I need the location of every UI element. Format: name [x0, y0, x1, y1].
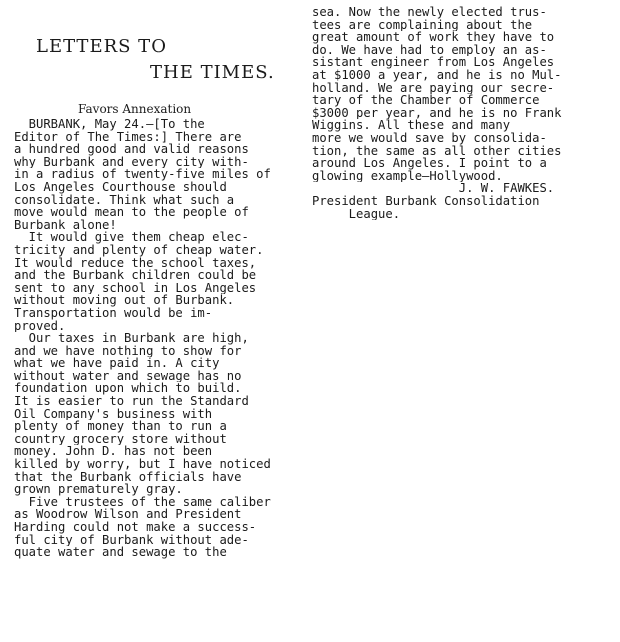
text-line: a hundred good and valid reasons [14, 143, 249, 156]
text-line: what we have paid in. A city [14, 357, 220, 370]
masthead-line-1: LETTERS TO [36, 36, 167, 57]
text-line: without moving out of Burbank. [14, 294, 235, 307]
text-line: at $1000 a year, and he is no Mul- [312, 68, 562, 82]
text-line: do. We have had to employ an as- [312, 43, 547, 57]
text-line: country grocery store without [14, 432, 227, 446]
text-line: grown prematurely gray. [14, 483, 183, 496]
letter-body-left [14, 118, 304, 559]
text-line: Harding could not make a success- [14, 521, 257, 534]
text-line: It would give them cheap elec- [14, 231, 249, 244]
masthead-line-2: THE TIMES. [150, 62, 275, 83]
text-line: in a radius of twenty-five miles of [14, 168, 271, 181]
text-line: Burbank alone! [14, 218, 117, 232]
text-line: foundation upon which to build. [14, 382, 242, 396]
letter-heading: Favors Annexation [78, 102, 192, 116]
signature-title: League. [312, 207, 401, 221]
text-line: ful city of Burbank without ade- [14, 533, 249, 547]
text-line: sea. Now the newly elected trus- [312, 6, 547, 19]
text-line: Editor of The Times:] There are [14, 130, 242, 144]
text-line: as Woodrow Wilson and President [14, 508, 242, 521]
text-line: Our taxes in Burbank are high, [14, 332, 249, 345]
text-line: Oil Company's business with [14, 407, 213, 421]
signature: J. W. FAWKES. [312, 182, 555, 195]
text-line: BURBANK, May 24.—[To the [14, 118, 205, 131]
text-line: Wiggins. All these and many [312, 119, 511, 132]
text-line: consolidate. Think what such a [14, 193, 235, 207]
text-line: Transportation would be im- [14, 306, 213, 320]
signature-title: President Burbank Consolidation [312, 194, 540, 208]
text-line: and the Burbank children could be [14, 269, 257, 282]
letter-body-right [312, 6, 608, 220]
text-line: without water and sewage has no [14, 369, 242, 383]
text-line: glowing example—Hollywood. [312, 169, 503, 183]
text-line: holland. We are paying our secre- [312, 81, 555, 95]
text-line: It would reduce the school taxes, [14, 256, 257, 270]
text-line: why Burbank and every city with- [14, 155, 249, 169]
text-line: Five trustees of the same caliber [14, 495, 271, 509]
text-line: killed by worry, but I have noticed [14, 458, 271, 471]
text-line: Los Angeles Courthouse should [14, 180, 227, 194]
text-line: more we would save by consolida- [312, 131, 547, 145]
text-line: great amount of work they have to [312, 31, 555, 44]
text-line: around Los Angeles. I point to a [312, 157, 547, 170]
text-line: tees are complaining about the [312, 18, 533, 32]
text-line: that the Burbank officials have [14, 470, 242, 484]
text-line: tion, the same as all other cities [312, 144, 562, 158]
text-line: move would mean to the people of [14, 206, 249, 219]
text-line: money. John D. has not been [14, 445, 213, 459]
text-line: plenty of money than to run a [14, 420, 227, 433]
text-line: tary of the Chamber of Commerce [312, 94, 540, 107]
text-line: sistant engineer from Los Angeles [312, 56, 555, 69]
text-line: quate water and sewage to the [14, 546, 227, 559]
text-line: sent to any school in Los Angeles [14, 281, 257, 295]
text-line: $3000 per year, and he is no Frank [312, 106, 562, 120]
text-line: proved. [14, 319, 66, 333]
text-line: It is easier to run the Standard [14, 395, 249, 408]
text-line: and we have nothing to show for [14, 344, 242, 358]
text-line: tricity and plenty of cheap water. [14, 243, 264, 257]
